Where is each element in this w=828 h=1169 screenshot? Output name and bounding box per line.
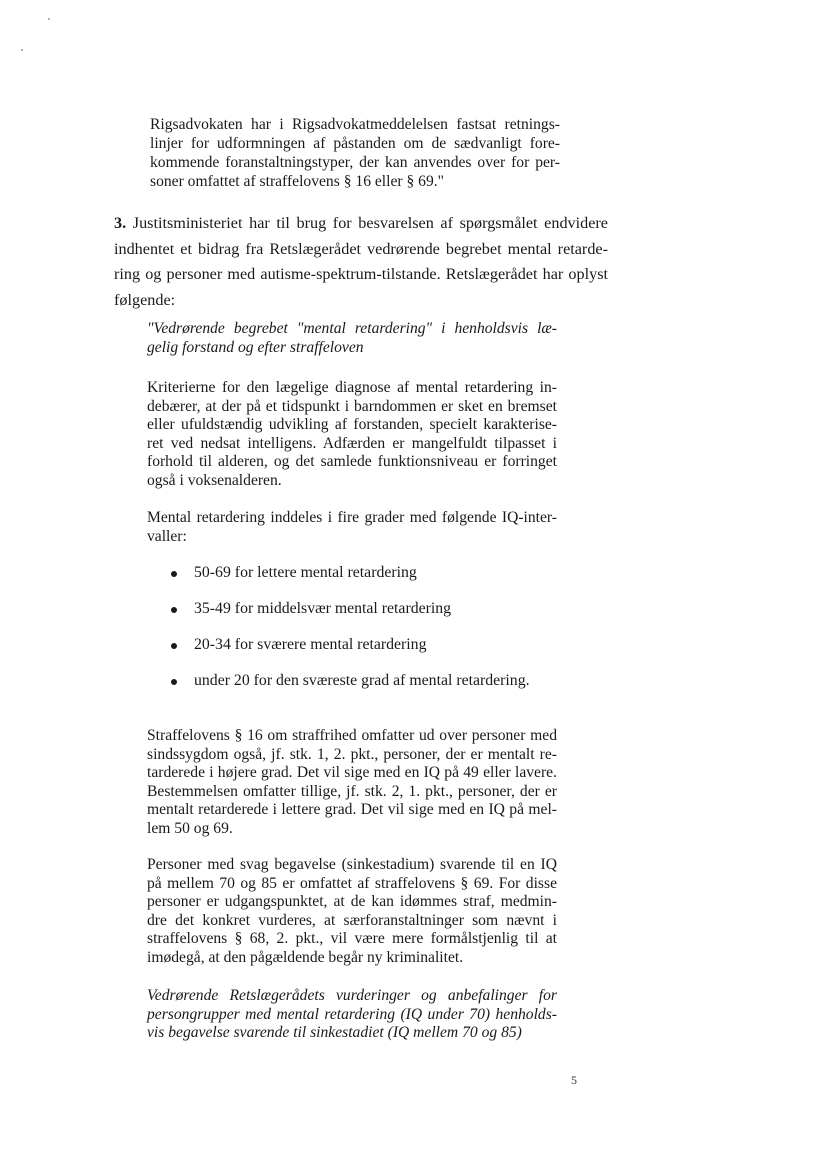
list-item: [147, 561, 530, 597]
list-item-text: 35-49 for middelsvær mental retardering: [194, 600, 452, 617]
text-line: Straffelovens § 16 om straffrihed omfatter ud over personer med: [147, 727, 557, 744]
text-line: personer er udgangspunktet, at de kan idømmes straf, medmin-: [147, 893, 557, 911]
text-line: imødegå, at den pågældende begår ny kriminalitet.: [147, 948, 464, 966]
text-line: forhold til alderen, og det samlede funktionsniveau er forringet: [147, 453, 557, 471]
heading-vurderinger: [147, 987, 557, 1043]
text-line: dre det konkret vurderes, at særforanstaltninger som nævnt i: [147, 911, 557, 929]
list-item-text: under 20 for den sværeste grad af mental retardering.: [194, 672, 530, 689]
text-line: Rigsadvokaten har i Rigsadvokatmeddelelsen fastsat retnings-: [150, 116, 560, 133]
text-line: kommende foranstaltningstyper, der kan anvendes over for per-: [150, 154, 560, 171]
text-line: soner omfattet af straffelovens § 16 eller § 69.": [150, 173, 445, 190]
section-3-paragraph: [114, 211, 608, 313]
list-item: [147, 633, 530, 669]
scan-speck: [21, 49, 23, 51]
section-number: 3.: [114, 214, 127, 232]
list-item: [147, 669, 530, 705]
text-line: følgende:: [114, 290, 176, 309]
text-line: Mental retardering inddeles i fire grader med følgende IQ-inter-: [147, 509, 557, 526]
list-item-text: 20-34 for sværere mental retardering: [194, 636, 427, 653]
text-line: straffelovens § 68, 2. pkt., vil være mere formålstjenlig til at: [147, 930, 557, 948]
text-line: lem 50 og 69.: [147, 819, 233, 837]
bullet-icon: [171, 643, 177, 649]
text-line: ret ved nedsat intelligens. Adfærden er mangelfuldt tilpasset i: [147, 434, 557, 452]
svag-begavelse-paragraph: [147, 856, 557, 968]
text-line: valler:: [147, 527, 187, 545]
bullet-icon: [171, 679, 177, 685]
list-item-text: 50-69 for lettere mental retardering: [194, 564, 417, 581]
text-line: indhentet et bidrag fra Retslægerådet vedrørende begrebet mental retarde-: [114, 239, 608, 258]
page-number: 5: [571, 1073, 577, 1087]
text-line: linjer for udformningen af påstanden om de sædvanligt fore-: [150, 135, 560, 152]
text-line: gelig forstand og efter straffeloven: [147, 338, 364, 356]
heading-mental-retardering: [147, 320, 557, 357]
bullet-icon: [171, 607, 177, 613]
bullet-icon: [171, 571, 177, 577]
text-line: debærer, at der på et tidspunkt i barndommen er sket en bremset: [147, 397, 557, 415]
text-line: mentalt retarderede i lettere grad. Det vil sige med en IQ på mel-: [147, 801, 557, 819]
text-line: vis begavelse svarende til sinkestadiet (IQ mellem 70 og 85): [147, 1024, 522, 1042]
text-line: sindssygdom også, jf. stk. 1, 2. pkt., personer, der er mentalt re-: [147, 745, 557, 763]
text-line: også i voksenalderen.: [147, 471, 282, 489]
straffelov-16-paragraph: [147, 727, 557, 839]
kriterier-paragraph: [147, 379, 557, 491]
text-line: Kriterierne for den lægelige diagnose af mental retardering in-: [147, 379, 557, 396]
text-line: persongrupper med mental retardering (IQ under 70) henholds-: [147, 1005, 557, 1023]
text-line: tarderede i højere grad. Det vil sige med en IQ på 49 eller lavere.: [147, 764, 557, 782]
text-line: på mellem 70 og 85 er omfattet af straffelovens § 69. For disse: [147, 874, 557, 892]
text-line: ring og personer med autisme-spektrum-tilstande. Retslægerådet har oplyst: [114, 265, 608, 283]
list-item: [147, 597, 530, 633]
text-line: Vedrørende Retslægerådets vurderinger og anbefalinger for: [147, 987, 557, 1004]
text-line: [114, 211, 608, 237]
mental-retardering-intro: [147, 509, 557, 546]
text-line: eller ufuldstændig udvikling af forstanden, specielt karakterise-: [147, 416, 557, 434]
scan-speck: [48, 18, 50, 20]
iq-interval-list: [147, 561, 530, 705]
text-line: Bestemmelsen omfatter tillige, jf. stk. 2, 1. pkt., personer, der er: [147, 782, 557, 800]
text-line: Personer med svag begavelse (sinkestadium) svarende til en IQ: [147, 856, 557, 873]
text-line: "Vedrørende begrebet "mental retardering" i henholdsvis læ-: [147, 320, 557, 337]
quote-intro-paragraph: [150, 115, 560, 191]
text-line-content: Justitsministeriet har til brug for besvarelsen af spørgsmålet endvidere: [132, 214, 608, 232]
